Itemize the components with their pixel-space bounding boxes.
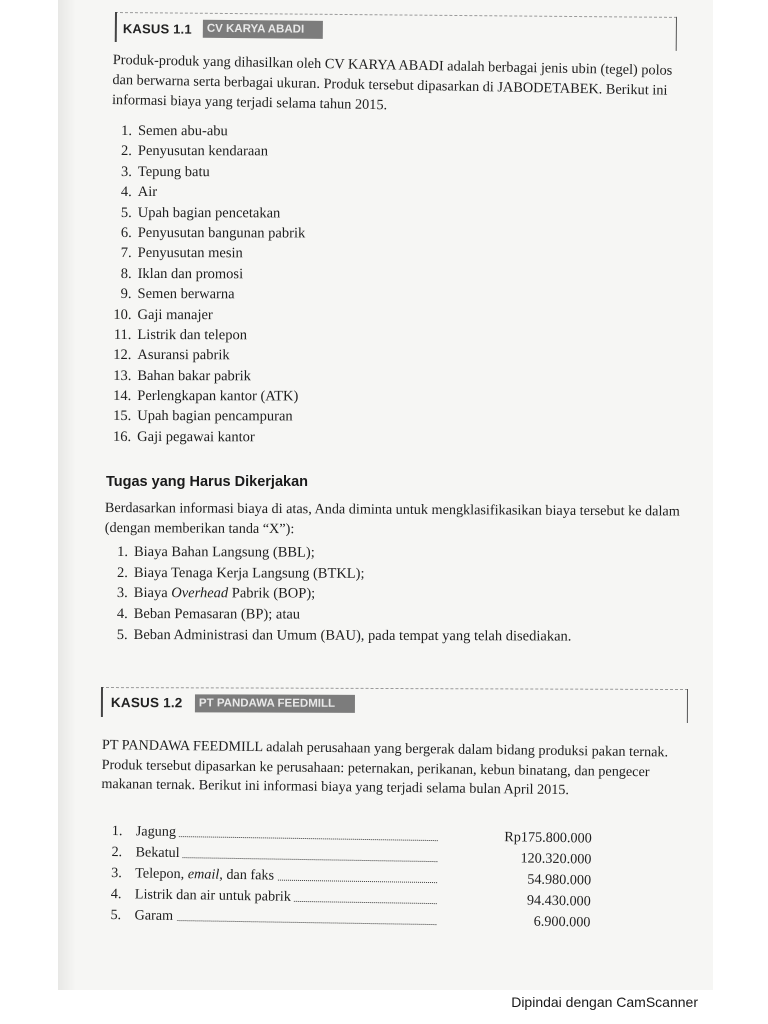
table-row: 5. Garam 6.900.000 xyxy=(110,905,590,934)
list-item: 9. Semen berwarna xyxy=(120,286,235,303)
table-row: 4. Listrik dan air untuk pabrik 94.430.000 xyxy=(111,884,591,913)
list-item: 2. Biaya Tenaga Kerja Langsung (BTKL); xyxy=(116,564,365,582)
table-row: 2. Bekatul 120.320.000 xyxy=(111,842,591,871)
cost-item-text: Gaji pegawai kantor xyxy=(137,428,255,446)
task-heading: Tugas yang Harus Dikerjakan xyxy=(106,474,309,490)
case-1-company-tag: CV KARYA ABADI xyxy=(203,20,323,39)
cost-item-text: Bahan bakar pabrik xyxy=(137,367,251,384)
cost-item-text: Iklan dan promosi xyxy=(137,265,244,283)
list-item: 15. Upah bagian pencampuran xyxy=(113,408,293,425)
list-item: 16. Gaji pegawai kantor xyxy=(113,428,255,446)
cost-item-text: Penyusutan bangunan pabrik xyxy=(137,224,306,242)
case-2-intro: PT PANDAWA FEEDMILL adalah perusahaan yang bergerak dalam bidang produksi pakan ternak. Produk tersebut dipasarkan ke perusahaan: peternakan, perikanan, kebun binatang, dan pengecer makanan ternak. Berikut ini informasi biaya yang terjadi selama bulan April 2015. xyxy=(101,736,669,799)
expense-label: Telepon, email, dan faks xyxy=(135,863,277,886)
header-right-rule xyxy=(687,689,688,723)
page-edge-shadow xyxy=(58,0,76,990)
list-item: 2. Penyusutan kendaraan xyxy=(121,143,269,160)
list-item: 5. Upah bagian pencetakan xyxy=(120,204,281,221)
list-item: 4. Beban Pemasaran (BP); atau xyxy=(116,606,301,623)
list-item: 4. Air xyxy=(120,184,158,201)
cost-item-text: Air xyxy=(137,184,158,201)
expense-amount: Rp175.800.000 xyxy=(504,829,592,847)
list-item: 3. Biaya Overhead Pabrik (BOP); xyxy=(116,585,316,603)
cost-item-text: Tepung batu xyxy=(137,163,210,180)
case-2-company-tag: PT PANDAWA FEEDMILL xyxy=(195,694,355,713)
cost-item-text: Asuransi pabrik xyxy=(137,347,230,364)
expense-amount: 54.980.000 xyxy=(527,871,592,889)
list-item: 3. Tepung batu xyxy=(120,163,210,180)
list-item: 1. Semen abu-abu xyxy=(121,122,228,140)
list-item: 6. Penyusutan bangunan pabrik xyxy=(120,224,306,242)
list-item: 10. Gaji manajer xyxy=(113,306,213,323)
cost-item-list xyxy=(113,121,306,448)
expense-amount: 6.900.000 xyxy=(533,913,591,931)
task-instructions: Berdasarkan informasi biaya di atas, Anda diminta untuk mengklasifikasikan biaya tersebut ke dalam (dengan memberikan tanda “X”): xyxy=(104,499,680,538)
list-item: 13. Bahan bakar pabrik xyxy=(113,367,251,384)
case-1-header xyxy=(115,12,677,47)
cost-item-text: Perlengkapan kantor (ATK) xyxy=(137,388,299,405)
case-2-header xyxy=(101,687,688,719)
cost-item-text: Penyusutan kendaraan xyxy=(137,143,269,160)
list-item: 12. Asuransi pabrik xyxy=(113,347,230,364)
cost-item-text: Semen abu-abu xyxy=(137,122,228,140)
list-item: 7. Penyusutan mesin xyxy=(120,245,243,262)
list-item: 11. Listrik dan telepon xyxy=(113,326,247,344)
dot-leader xyxy=(142,835,438,841)
cost-item-text: Upah bagian pencetakan xyxy=(137,204,281,221)
dot-leader xyxy=(140,919,436,925)
case-1-intro: Produk-produk yang dihasilkan oleh CV KARYA ABADI adalah berbagai jenis ubin (tegel) polos dan berwarna serta berbagai ukuran. Produk tersebut dipasarkan di JABODETABEK. Berikut ini informasi biaya yang terjadi selama tahun 2015. xyxy=(111,51,673,114)
cost-item-text: Penyusutan mesin xyxy=(137,245,243,262)
list-item: 5. Beban Administrasi dan Umum (BAU), pada tempat yang telah disediakan. xyxy=(116,626,572,645)
list-item: 14. Perlengkapan kantor (ATK) xyxy=(113,388,299,405)
expense-label: Bekatul xyxy=(135,842,182,864)
expense-label: Garam xyxy=(134,905,176,927)
expense-label: Listrik dan air untuk pabrik xyxy=(135,884,294,907)
case-2-label: KASUS 1.2 xyxy=(110,695,183,711)
scanner-watermark: Dipindai dengan CamScanner xyxy=(511,994,698,1010)
table-row: 1. Jagung Rp175.800.000 xyxy=(112,821,592,850)
classification-list xyxy=(116,542,572,647)
cost-item-text: Upah bagian pencampuran xyxy=(137,408,293,425)
expense-list xyxy=(110,821,592,934)
cost-item-text: Listrik dan telepon xyxy=(137,326,247,344)
list-item: 1. Biaya Bahan Langsung (BBL); xyxy=(117,543,315,561)
list-item: 8. Iklan dan promosi xyxy=(120,265,244,283)
header-left-rule xyxy=(101,687,103,717)
header-left-rule xyxy=(115,12,117,42)
table-row: 3. Telepon, email, dan faks 54.980.000 xyxy=(111,863,591,892)
dot-leader xyxy=(141,856,437,862)
expense-amount: 94.430.000 xyxy=(526,892,591,910)
expense-amount: 120.320.000 xyxy=(520,850,592,868)
cost-item-text: Gaji manajer xyxy=(137,306,213,323)
cost-item-text: Semen berwarna xyxy=(137,286,235,303)
expense-label: Jagung xyxy=(136,821,180,843)
case-1-label: KASUS 1.1 xyxy=(122,21,192,37)
